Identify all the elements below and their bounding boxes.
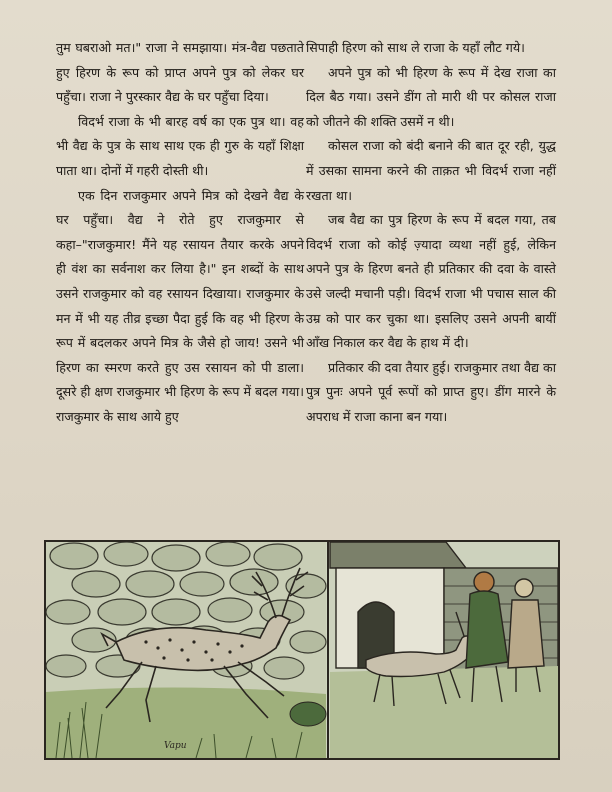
- paragraph: प्रतिकार की दवा तैयार हुई। राजकुमार तथा वैद्य का पुत्र पुनः अपने पूर्व रूपों को प्राप्त हुए। डींग मारने के अपराध में राजा काना बन गया।: [306, 359, 556, 424]
- paragraph: कोसल राजा को बंदी बनाने की बात दूर रही, युद्ध में उसका सामना करने की ताक़त भी विदर्भ राजा नहीं रखता था।: [306, 138, 556, 203]
- story-illustration: [44, 540, 560, 760]
- paragraph: विदर्भ राजा के भी बारह वर्ष का एक पुत्र था। वह भी वैद्य के पुत्र के साथ साथ एक ही गुरु के यहाँ शिक्षा पाता था। दोनों में गहरी दोस्ती थी।: [56, 113, 304, 178]
- right-text-column: [306, 36, 556, 430]
- left-text-column: [56, 36, 304, 430]
- paragraph: अपने पुत्र को भी हिरण के रूप में देख राजा का दिल बैठ गया। उसने डींग तो मारी थी पर कोसल राजा को जीतने की शक्ति उसमें न थी।: [306, 64, 556, 129]
- paragraph: एक दिन राजकुमार अपने मित्र को देखने वैद्य के घर पहुँचा। वैद्य ने रोते हुए राजकुमार से कहा–"राजकुमार! मैंने यह रसायन तैयार करके अपने ही वंश का सर्वनाश कर लिया है।" इन शब्दों के साथ उसने राजकुमार को वह रसायन दिखाया। राजकुमार के मन में भी यह तीव्र इच्छा पैदा हुई कि वह भी हिरण के रूप में बदलकर अपने मित्र के जैसे हो जाय! उसने भी हिरण का स्मरण करते हुए उस रसायन को पी डाला। दूसरे ही क्षण राजकुमार भी हिरण के रूप में बदल गया। राजकुमार के साथ आये हुए: [56, 187, 304, 424]
- paragraph: सिपाही हिरण को साथ ले राजा के यहाँ लौट गये।: [306, 40, 525, 55]
- paragraph: जब वैद्य का पुत्र हिरण के रूप में बदल गया, तब विदर्भ राजा को कोई ज़्यादा व्यथा नहीं हुई, लेकिन अपने पुत्र के हिरण बनते ही प्रतिकार की दवा के वास्ते उसे जल्दी मचानी पड़ी। विदर्भ राजा भी पचास साल की उम्र को पार कर चुका था। इसलिए उसने अपनी बायीं आँख निकाल कर वैद्य के हाथ में दी।: [306, 212, 556, 351]
- illustration-drawing: [46, 542, 558, 758]
- paragraph: तुम घबराओ मत।" राजा ने समझाया। मंत्र-वैद्य पछताते हुए हिरण के रूप को प्राप्त अपने पुत्र को लेकर घर पहुँचा। राजा ने पुरस्कार वैद्य के घर पहुँचा दिया।: [56, 40, 304, 105]
- artist-signature: Vapu: [164, 741, 187, 751]
- courtyard-ground: [330, 666, 558, 758]
- bush: [290, 702, 326, 726]
